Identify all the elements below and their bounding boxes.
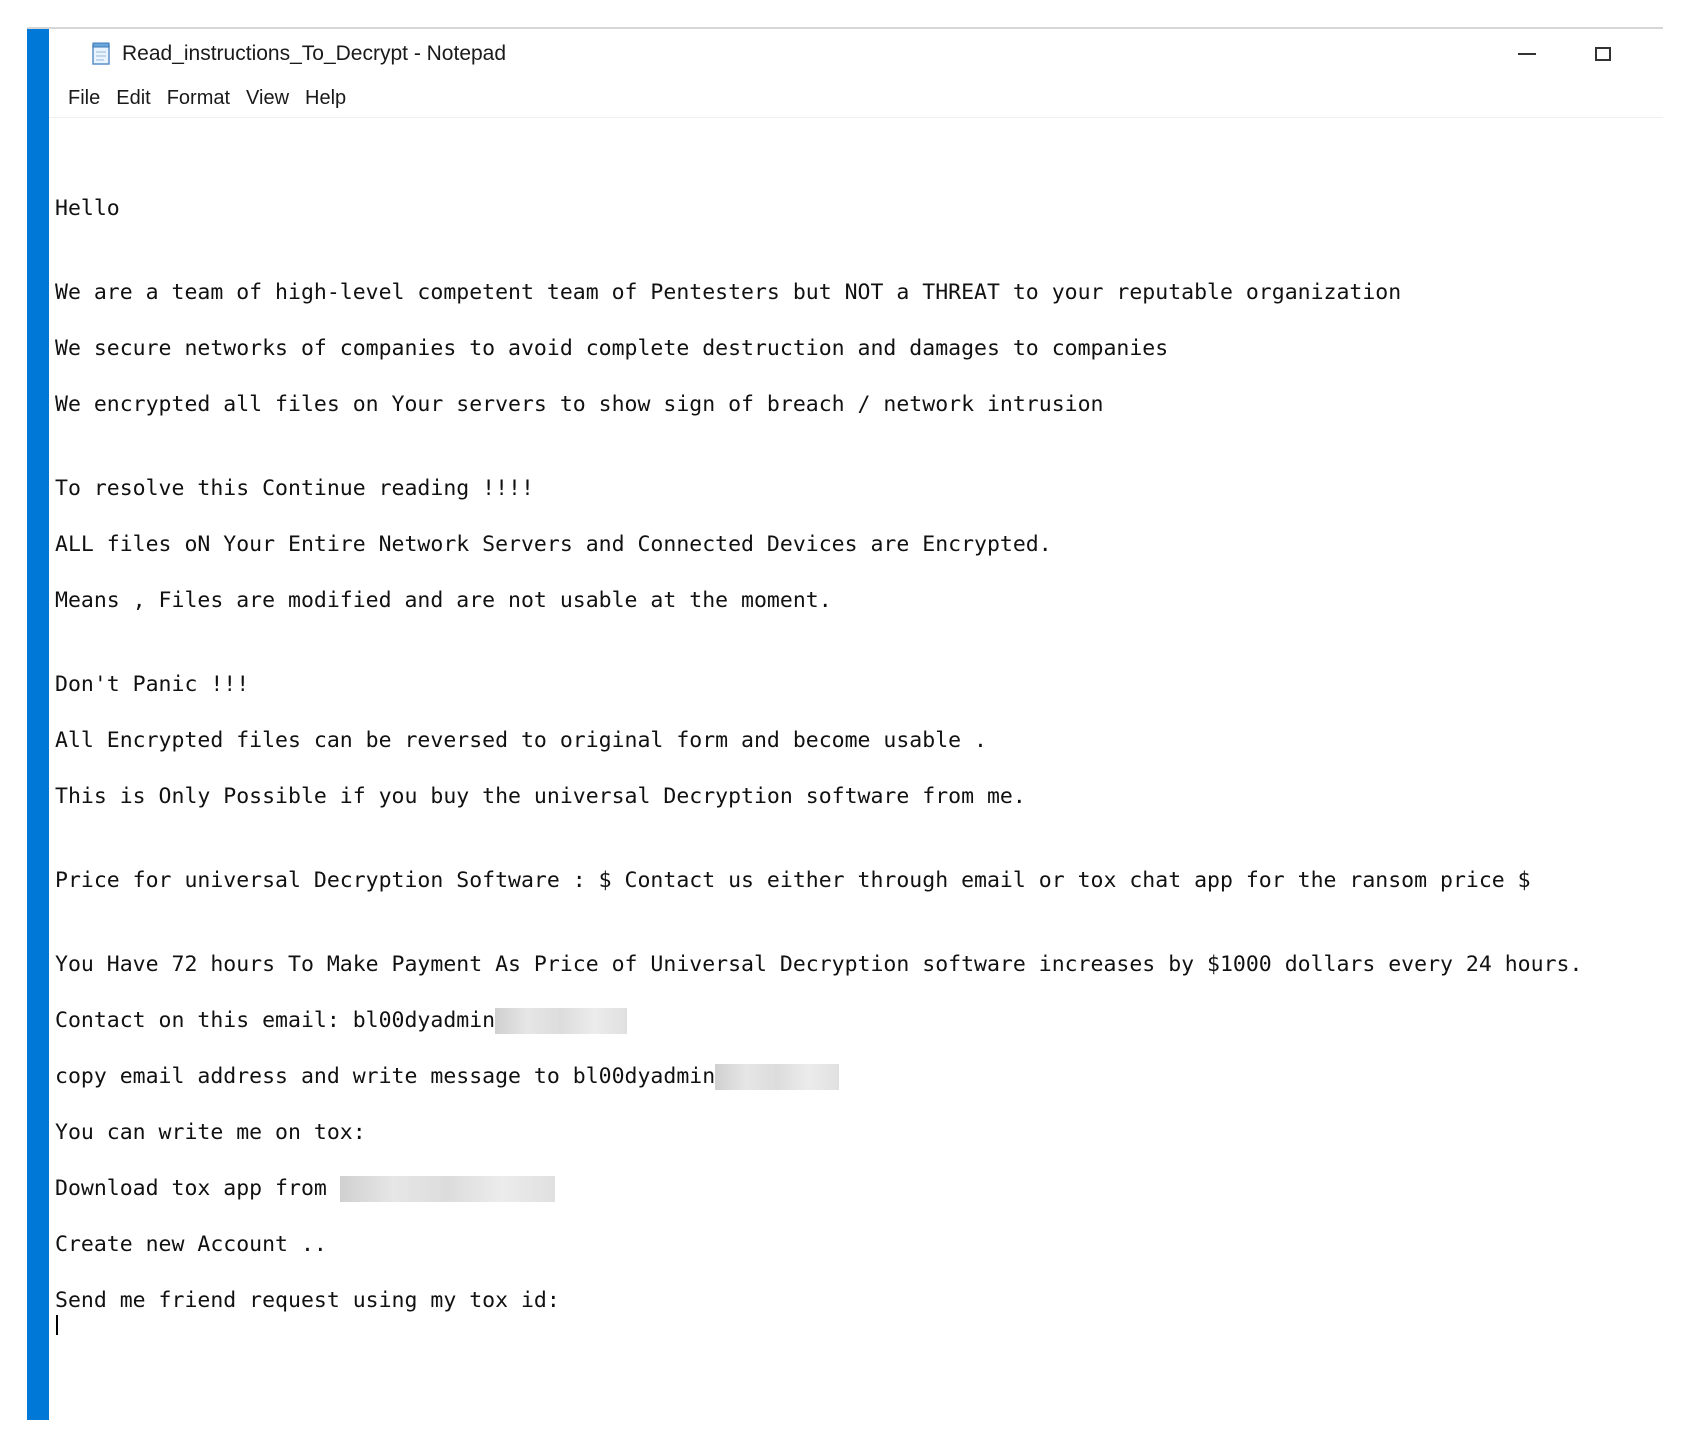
copy-email-text: copy email address and write message to bl00dyadmin bbox=[55, 1064, 716, 1089]
window-title: Read_instructions_To_Decrypt - Notepad bbox=[122, 42, 507, 65]
notepad-window bbox=[27, 27, 1663, 1420]
download-tox-line bbox=[55, 1176, 555, 1202]
text-line: This is Only Possible if you buy the universal Decryption software from me. bbox=[55, 784, 1026, 809]
notepad-icon bbox=[90, 42, 112, 66]
text-line: We encrypted all files on Your servers to show sign of breach / network intrusion bbox=[55, 392, 1104, 417]
copy-email-line bbox=[55, 1064, 839, 1090]
redacted-email-domain bbox=[495, 1008, 627, 1034]
minimize-icon bbox=[1518, 53, 1536, 55]
text-line: You Have 72 hours To Make Payment As Price of Universal Decryption software increases by $1000 dollars every 24 hours. bbox=[55, 952, 1583, 977]
menu-bar bbox=[49, 79, 1663, 118]
text-line: Price for universal Decryption Software : $ Contact us either through email or tox chat app for the ransom price $ bbox=[55, 868, 1531, 893]
text-line: We secure networks of companies to avoid complete destruction and damages to companies bbox=[55, 336, 1169, 361]
text-line: Create new Account .. bbox=[55, 1232, 327, 1257]
text-line: Means , Files are modified and are not usable at the moment. bbox=[55, 588, 832, 613]
text-line: ALL files oN Your Entire Network Servers and Connected Devices are Encrypted. bbox=[55, 532, 1052, 557]
contact-email-line bbox=[55, 1008, 627, 1034]
contact-email-text: Contact on this email: bl00dyadmin bbox=[55, 1008, 496, 1033]
redacted-email-domain bbox=[715, 1064, 839, 1090]
text-caret bbox=[56, 1315, 58, 1335]
menu-format[interactable]: Format bbox=[166, 86, 231, 109]
maximize-button[interactable] bbox=[1567, 29, 1639, 79]
text-line: You can write me on tox: bbox=[55, 1120, 366, 1145]
minimize-button[interactable] bbox=[1491, 29, 1563, 79]
menu-view[interactable]: View bbox=[246, 86, 290, 109]
text-line: Send me friend request using my tox id: bbox=[55, 1288, 560, 1313]
text-line: We are a team of high-level competent team of Pentesters but NOT a THREAT to your reputable organization bbox=[55, 280, 1402, 305]
text-line: All Encrypted files can be reversed to original form and become usable . bbox=[55, 728, 987, 753]
text-line: To resolve this Continue reading !!!! bbox=[55, 476, 534, 501]
title-bar[interactable] bbox=[49, 29, 1663, 79]
text-editor-area[interactable] bbox=[49, 118, 1663, 1420]
download-tox-text: Download tox app from bbox=[55, 1176, 340, 1201]
menu-file[interactable]: File bbox=[68, 86, 101, 109]
maximize-icon bbox=[1595, 47, 1611, 61]
text-line: Don't Panic !!! bbox=[55, 672, 250, 697]
text-line: Hello bbox=[55, 196, 120, 221]
redacted-download-url bbox=[340, 1176, 555, 1202]
menu-help[interactable]: Help bbox=[305, 86, 347, 109]
window-accent-border bbox=[27, 29, 49, 1420]
menu-edit[interactable]: Edit bbox=[116, 86, 151, 109]
